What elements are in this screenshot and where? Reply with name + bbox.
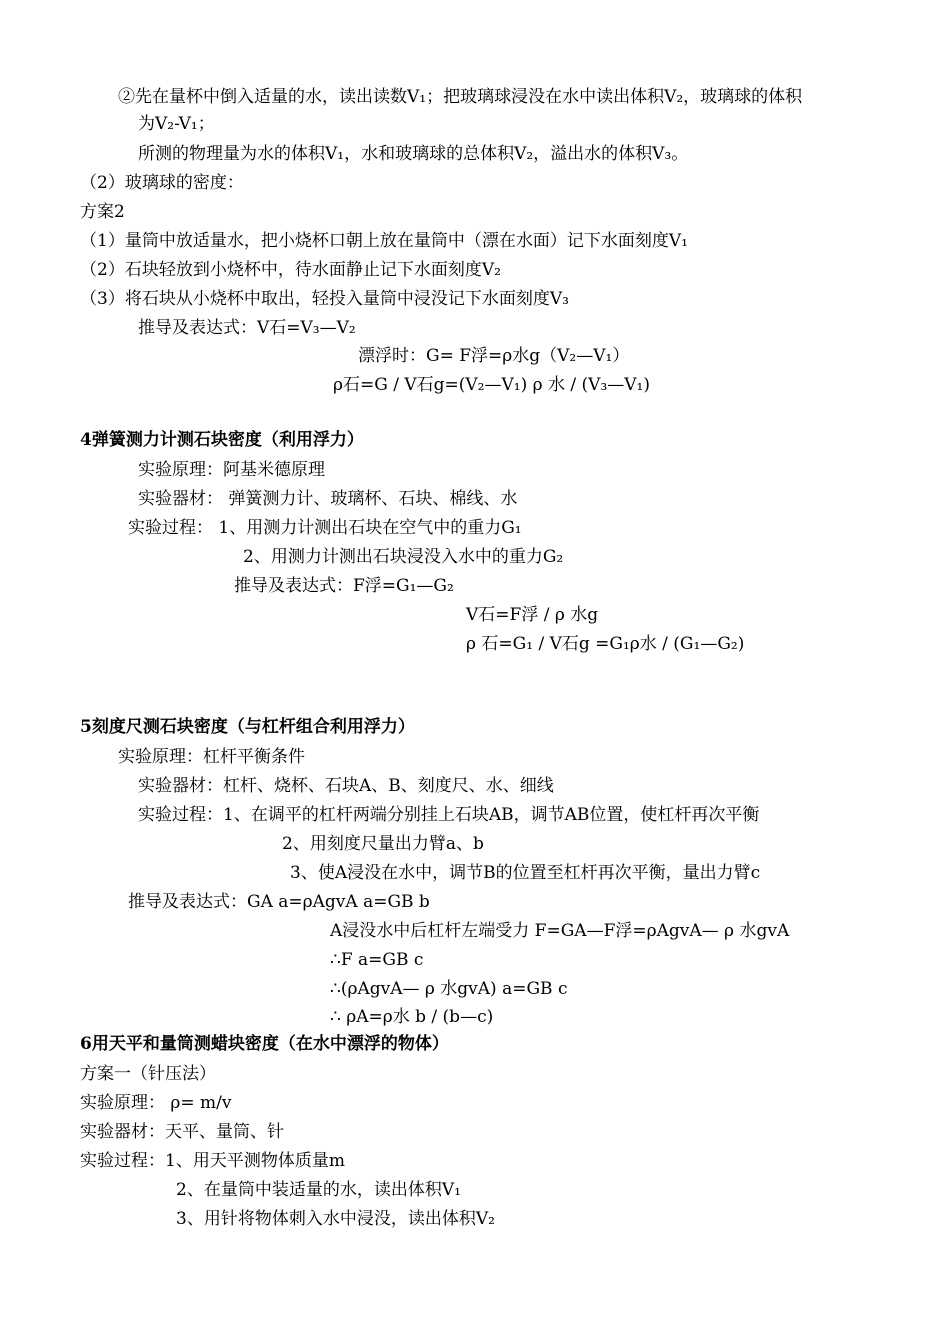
text-line: ②先在量杯中倒入适量的水，读出读数V₁；把玻璃球浸没在水中读出体积V₂，玻璃球的体积 [118, 87, 803, 107]
text-line: 实验过程：1、用天平测物体质量m [80, 1151, 345, 1171]
text-line: 方案一（针压法） [80, 1064, 216, 1084]
text-line: （2）石块轻放到小烧杯中，待水面静止记下水面刻度V₂ [80, 260, 501, 280]
text-line: 所测的物理量为水的体积V₁，水和玻璃球的总体积V₂，溢出水的体积V₃。 [138, 144, 689, 164]
text-line: 为V₂-V₁； [138, 114, 215, 134]
text-line: （1）量筒中放适量水，把小烧杯口朝上放在量筒中（漂在水面）记下水面刻度V₁ [80, 231, 688, 251]
text-line: 实验器材：杠杆、烧杯、石块A、B、刻度尺、水、细线 [138, 776, 554, 796]
formula-line: ∴ ρA=ρ水 b / (b—c) [330, 1007, 494, 1027]
formula-line: ∴F a=GB c [330, 950, 424, 970]
formula-line: 推导及表达式：GA a=ρAgvA a=GB b [128, 892, 430, 912]
formula-line: ∴(ρAgvA— ρ 水gvA) a=GB c [330, 979, 568, 999]
formula-line: 推导及表达式：F浮=G₁—G₂ [234, 576, 454, 596]
formula-line: ρ 石=G₁ / V石g =G₁ρ水 / (G₁—G₂) [466, 634, 745, 654]
text-line: （3）将石块从小烧杯中取出，轻投入量筒中浸没记下水面刻度V₃ [80, 289, 569, 309]
text-line: 2、用刻度尺量出力臂a、b [282, 834, 484, 854]
formula-line: A浸没水中后杠杆左端受力 F=GA—F浮=ρAgvA— ρ 水gvA [330, 921, 790, 941]
section-heading: 5刻度尺测石块密度（与杠杆组合利用浮力） [80, 717, 415, 737]
text-line: 实验原理： ρ= m/v [80, 1093, 232, 1113]
text-line: 3、使A浸没在水中，调节B的位置至杠杆再次平衡，量出力臂c [290, 863, 761, 883]
section-heading: 4弹簧测力计测石块密度（利用浮力） [80, 430, 364, 450]
text-line: 实验器材：天平、量筒、针 [80, 1122, 284, 1142]
formula-line: 推导及表达式：V石=V₃—V₂ [138, 318, 356, 338]
text-line: 实验过程： 1、用测力计测出石块在空气中的重力G₁ [128, 518, 522, 538]
section-heading: 6用天平和量筒测蜡块密度（在水中漂浮的物体） [80, 1034, 449, 1054]
text-line: 实验原理：杠杆平衡条件 [118, 747, 305, 767]
text-line: （2）玻璃球的密度： [80, 173, 244, 193]
text-line: 实验过程：1、在调平的杠杆两端分别挂上石块AB，调节AB位置，使杠杆再次平衡 [138, 805, 760, 825]
text-line: 方案2 [80, 202, 125, 222]
formula-line: ρ石=G / V石g=(V₂—V₁) ρ 水 / (V₃—V₁) [333, 375, 650, 395]
formula-line: V石=F浮 / ρ 水g [466, 605, 599, 625]
text-line: 3、用针将物体刺入水中浸没，读出体积V₂ [176, 1209, 495, 1229]
text-line: 实验原理：阿基米德原理 [138, 460, 325, 480]
text-line: 2、在量筒中装适量的水，读出体积V₁ [176, 1180, 461, 1200]
formula-line: 漂浮时：G= F浮=ρ水g（V₂—V₁） [358, 346, 630, 366]
text-line: 实验器材： 弹簧测力计、玻璃杯、石块、棉线、水 [138, 489, 518, 509]
text-line: 2、用测力计测出石块浸没入水中的重力G₂ [243, 547, 564, 567]
